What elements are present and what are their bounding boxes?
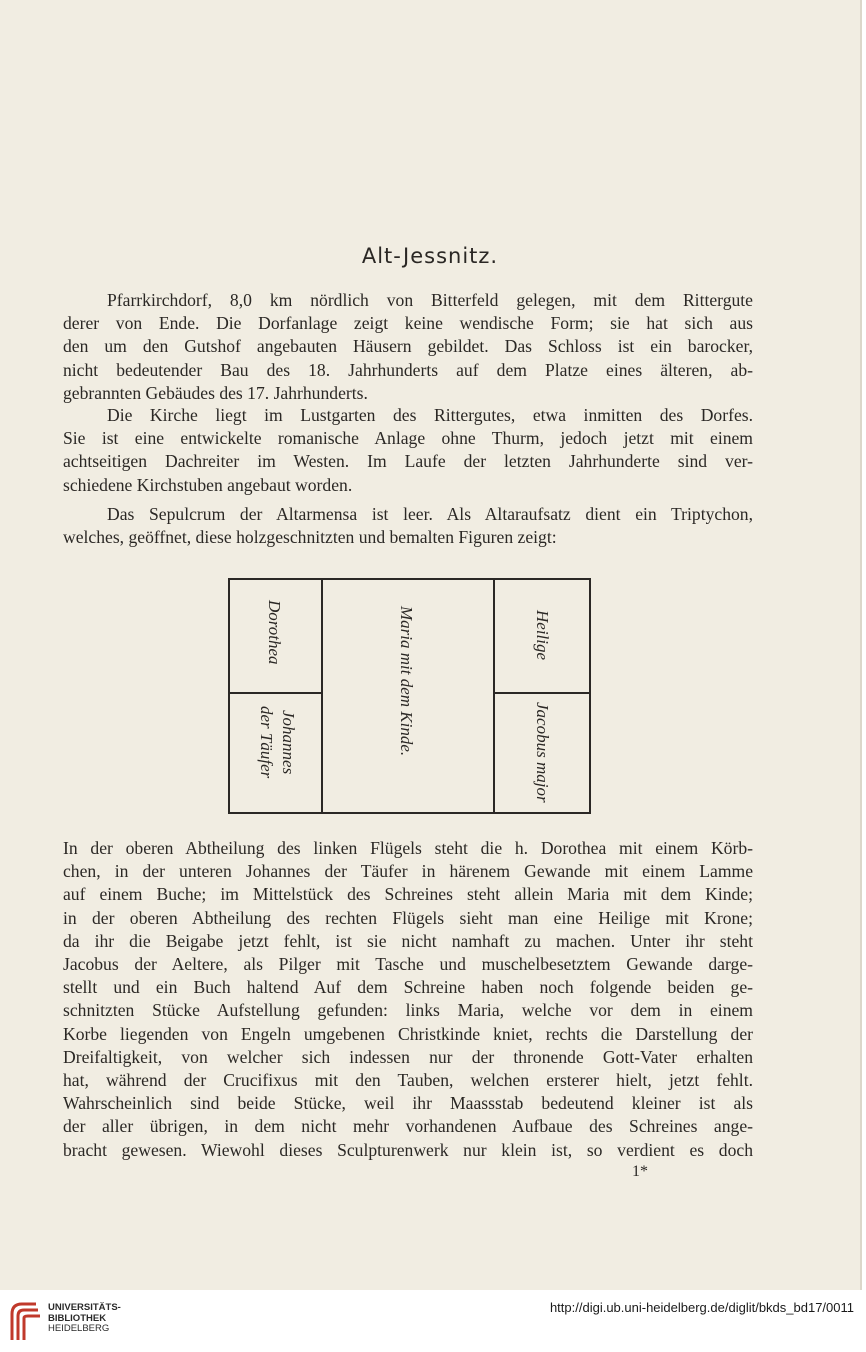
text-line: chen, in der unteren Johannes der Täufer in härenem Gewande mit einem Lamme: [63, 861, 753, 882]
text-line: welches, geöffnet, diese holzgeschnitzten und bemalten Figuren zeigt:: [63, 527, 557, 548]
text-line: derer von Ende. Die Dorfanlage zeigt keine wendische Form; sie hat sich aus: [63, 313, 753, 334]
text-line: Pfarrkirchdorf, 8,0 km nördlich von Bitterfeld gelegen, mit dem Rittergute: [107, 290, 753, 310]
text-line: Jacobus der Aeltere, als Pilger mit Tasche und muschelbesetztem Gewande darge-: [63, 954, 753, 975]
library-line: BIBLIOTHEK: [48, 1312, 107, 1324]
text-line: Das Sepulcrum der Altarmensa ist leer. Als Altaraufsatz dient ein Triptychon,: [107, 504, 753, 524]
diagram-line: [228, 692, 323, 694]
text-line: in der oberen Abtheilung des rechten Flügels sieht man eine Heilige mit Krone;: [63, 907, 753, 928]
diagram-line: [228, 578, 591, 580]
paragraph-intro: [63, 289, 753, 405]
diagram-line: [228, 812, 591, 814]
text-line: der aller übrigen, in dem nicht mehr vorhandenen Aufbaue des Schreines ange-: [63, 1116, 753, 1137]
text-line: Sie ist eine entwickelte romanische Anlage ohne Thurm, jedoch jetzt mit einem: [63, 428, 753, 449]
label-der-taeufer: der Täufer: [257, 706, 276, 779]
text-line: In der oberen Abtheilung des linken Flügels steht die h. Dorothea mit einem Körb-: [63, 838, 753, 858]
library-line: UNIVERSITÄTS-: [48, 1302, 121, 1313]
text-line: stellt und ein Buch haltend Auf dem Schreine haben noch folgende beiden ge-: [63, 977, 753, 998]
triptych-diagram: [228, 578, 591, 814]
text-line: da ihr die Beigabe jetzt fehlt, ist sie nicht namhaft zu machen. Unter ihr steht: [63, 930, 753, 951]
text-line: den um den Gutshof angebauten Häusern gebildet. Das Schloss ist ein barocker,: [63, 336, 753, 357]
source-url[interactable]: http://digi.ub.uni-heidelberg.de/diglit/bkds_bd17/0011: [549, 1300, 854, 1315]
text-line: auf einem Buche; im Mittelstück des Schreines steht allein Maria mit dem Kinde;: [63, 884, 753, 905]
label-heilige: Heilige: [533, 610, 552, 661]
paragraph-altar: [63, 503, 753, 549]
text-line: nicht bedeutender Bau des 18. Jahrhunderts auf dem Platze eines älteren, ab-: [63, 359, 753, 380]
label-johannes: Johannes: [279, 710, 298, 775]
diagram-line: [493, 578, 495, 814]
label-dorothea: Dorothea: [265, 600, 284, 665]
page-title: Alt-Jessnitz.: [361, 244, 499, 268]
text-line: Dreifaltigkeit, von welcher sich indessen nur der thronende Gott-Vater erhalten: [63, 1046, 753, 1067]
text-line: hat, während der Crucifixus mit den Tauben, welchen ersterer hielt, jetzt fehlt.: [63, 1070, 753, 1091]
text-line: achtseitigen Dachreiter im Westen. Im Laufe der letzten Jahrhunderte sind ver-: [63, 451, 753, 472]
diagram-line: [321, 578, 323, 814]
library-logo-icon: [8, 1298, 42, 1342]
text-line: bracht gewesen. Wiewohl dieses Sculpturenwerk nur klein ist, so verdient es doch: [63, 1139, 753, 1160]
label-jacobus: Jacobus major: [533, 702, 552, 803]
text-line: Die Kirche liegt im Lustgarten des Rittergutes, etwa inmitten des Dorfes.: [107, 405, 753, 425]
text-line: Wahrscheinlich sind beide Stücke, weil ihr Maassstab bedeutend kleiner ist als: [63, 1093, 753, 1114]
diagram-line: [589, 578, 591, 814]
text-line: schiedene Kirchstuben angebaut worden.: [63, 474, 353, 495]
text-line: Korbe liegenden von Engeln umgebenen Christkinde kniet, rechts die Darstellung der: [63, 1023, 753, 1044]
label-maria: Maria mit dem Kinde.: [397, 606, 416, 757]
page-number: 1*: [632, 1163, 648, 1180]
paragraph-church: [63, 404, 753, 497]
diagram-line: [228, 578, 230, 814]
library-line: HEIDELBERG: [48, 1323, 110, 1334]
paragraph-description: [63, 837, 753, 1162]
library-name: [48, 1303, 121, 1335]
diagram-line: [493, 692, 591, 694]
text-line: schnitzten Stücke Aufstellung gefunden: links Maria, welche vor dem in einem: [63, 1000, 753, 1021]
text-line: gebrannten Gebäudes des 17. Jahrhunderts.: [63, 382, 368, 403]
